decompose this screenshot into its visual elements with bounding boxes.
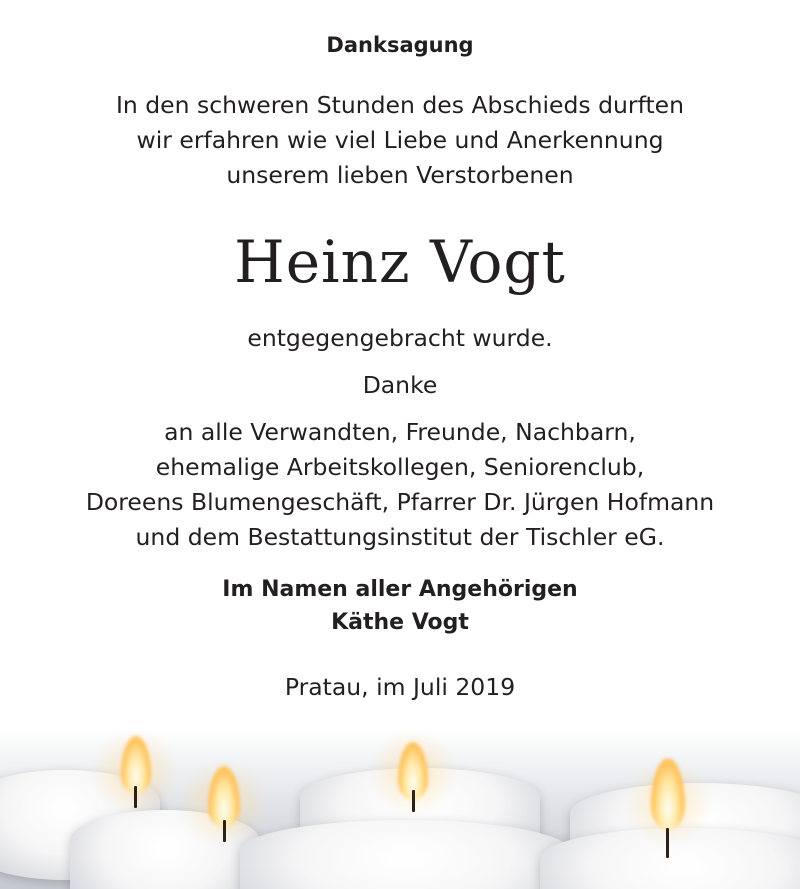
candles-image <box>0 728 800 889</box>
wick <box>666 828 669 858</box>
recipient-line: Doreens Blumengeschäft, Pfarrer Dr. Jürgen Hofmann <box>85 488 715 516</box>
wick <box>134 786 137 808</box>
signature-line: Im Namen aller Angehörigen <box>222 577 578 602</box>
wick <box>223 820 226 842</box>
place-date: Pratau, im Juli 2019 <box>284 673 516 701</box>
recipient-line: ehemalige Arbeitskollegen, Seniorenclub, <box>155 453 645 481</box>
recipients-text <box>0 415 800 555</box>
deceased-name: Heinz Vogt <box>234 228 566 296</box>
recipient-line: und dem Bestattungsinstitut der Tischler eG. <box>135 523 665 551</box>
candle <box>240 820 570 889</box>
intro-line: unserem lieben Verstorbenen <box>226 161 574 189</box>
after-name-text: entgegengebracht wurde. <box>247 324 553 352</box>
signature-block <box>0 573 800 639</box>
thanks-word: Danke <box>362 371 438 399</box>
intro-line: wir erfahren wie viel Liebe und Anerkennung <box>136 126 664 154</box>
recipient-line: an alle Verwandten, Freunde, Nachbarn, <box>164 418 636 446</box>
notice-heading: Danksagung <box>326 33 474 57</box>
signature-line: Käthe Vogt <box>331 610 469 635</box>
wick <box>412 790 415 812</box>
intro-line: In den schweren Stunden des Abschieds durften <box>115 91 685 119</box>
intro-text <box>0 88 800 193</box>
